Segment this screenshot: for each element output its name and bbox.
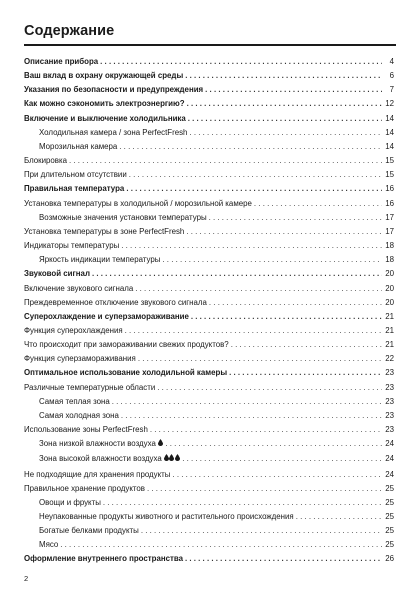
toc-entry[interactable]: [24, 126, 394, 140]
toc-entry-label: Включение звукового сигнала: [24, 283, 134, 293]
toc-entry-page: 23: [385, 396, 394, 406]
toc-entry-title: [24, 225, 184, 239]
dot-leader: [138, 352, 382, 366]
toc-entry-title: [24, 112, 186, 126]
toc-entry-title: [24, 55, 98, 69]
toc-entry-title: [24, 352, 136, 366]
toc-entry[interactable]: [24, 324, 394, 338]
toc-entry-label: Самая теплая зона: [39, 396, 110, 406]
toc-entry[interactable]: [24, 211, 394, 225]
toc-entry-page: 24: [385, 439, 394, 449]
toc-entry-page: 25: [385, 540, 394, 550]
toc-entry-title: [24, 482, 145, 496]
toc-entry[interactable]: [24, 381, 394, 395]
toc-entry-page: 14: [385, 127, 394, 137]
dot-leader: [147, 482, 382, 496]
dot-leader: [209, 296, 382, 310]
dot-leader: [129, 168, 382, 182]
toc-entry-page: 17: [385, 212, 394, 222]
toc-entry-page: 18: [385, 241, 394, 251]
dot-leader: [126, 182, 382, 196]
dot-leader: [186, 225, 382, 239]
toc-entry-title: [24, 296, 207, 310]
dot-leader: [209, 211, 382, 225]
dot-leader: [112, 395, 382, 409]
toc-entry-page: 16: [385, 198, 394, 208]
toc-entry-title: [24, 83, 203, 97]
toc-entry-label: Мясо: [39, 540, 59, 550]
toc-entry[interactable]: [24, 55, 394, 69]
toc-entry-title: [24, 182, 124, 196]
toc-entry[interactable]: [24, 83, 394, 97]
toc-entry-page: 23: [385, 425, 394, 435]
toc-entry-page: 18: [385, 255, 394, 265]
toc-entry-title: [24, 154, 67, 168]
toc-entry-label: Яркость индикации температуры: [39, 255, 161, 265]
toc-entry-title: [24, 168, 127, 182]
toc-entry-label: Правильное хранение продуктов: [24, 483, 145, 493]
water-drop-icon: [158, 438, 164, 452]
toc-entry-label: Холодильная камера / зона PerfectFresh: [39, 127, 188, 137]
dot-leader: [119, 140, 382, 154]
toc-entry-label: Преждевременное отключение звукового сигнала: [24, 297, 207, 307]
toc-entry[interactable]: [24, 140, 394, 154]
toc-entry-label: Правильная температура: [24, 184, 125, 194]
toc-entry-title: [39, 395, 110, 409]
dot-leader: [150, 423, 382, 437]
toc-entry-title: [24, 310, 189, 324]
toc-entry-label: Звуковой сигнал: [24, 269, 90, 279]
dot-leader: [182, 452, 382, 466]
toc-entry-page: 21: [385, 340, 394, 350]
water-drop-icon: [175, 454, 180, 461]
toc-entry-page: 25: [385, 526, 394, 536]
toc-entry[interactable]: [24, 282, 394, 296]
toc-entry-label: Суперохлаждение и суперзамораживание: [24, 311, 189, 321]
toc-entry-page: 4: [389, 57, 394, 66]
dot-leader: [187, 97, 382, 111]
toc-entry-label: Богатые белками продукты: [39, 526, 139, 536]
toc-entry-label: Функция суперзамораживания: [24, 354, 136, 364]
toc-entry-title: [24, 267, 90, 281]
toc-entry[interactable]: [24, 496, 394, 510]
dot-leader: [229, 366, 382, 380]
toc-entry-page: 12: [385, 99, 394, 109]
dot-leader: [162, 253, 382, 267]
toc-entry-title: [39, 538, 58, 552]
toc-entry[interactable]: [24, 538, 394, 552]
toc-entry[interactable]: [24, 253, 394, 267]
toc-entry-title: [39, 452, 180, 467]
toc-entry-title: [24, 423, 148, 437]
toc-entry-title: [24, 197, 252, 211]
toc-entry[interactable]: [24, 468, 394, 482]
dot-leader: [296, 510, 382, 524]
toc-entry-title: [24, 552, 183, 566]
toc-entry-page: 17: [385, 226, 394, 236]
toc-entry-label: Ваш вклад в охрану окружающей среды: [24, 71, 184, 81]
dot-leader: [92, 267, 382, 281]
toc-entry[interactable]: [24, 310, 394, 324]
toc-entry-title: [39, 140, 117, 154]
toc-entry[interactable]: [24, 452, 394, 467]
toc-entry-title: [39, 211, 207, 225]
toc-entry[interactable]: [24, 239, 394, 253]
toc-entry-label: При длительном отсутствии: [24, 170, 127, 180]
title-rule: [24, 44, 396, 46]
toc-entry-page: 25: [385, 497, 394, 507]
table-of-contents: [24, 55, 394, 567]
toc-entry[interactable]: [24, 510, 394, 524]
toc-entry-label: Функция суперохлаждения: [24, 325, 123, 335]
dot-leader: [103, 496, 382, 510]
toc-entry-label: Возможные значения установки температуры: [39, 212, 207, 222]
dot-leader: [135, 282, 382, 296]
toc-entry-title: [39, 437, 163, 452]
dot-leader: [205, 83, 382, 97]
toc-entry-label: Использование зоны PerfectFresh: [24, 425, 148, 435]
toc-entry-page: 21: [385, 325, 394, 335]
toc-entry-page: 24: [385, 469, 394, 479]
toc-entry[interactable]: [24, 69, 394, 83]
toc-entry[interactable]: [24, 97, 394, 111]
toc-entry[interactable]: [24, 552, 394, 566]
dot-leader: [125, 324, 382, 338]
toc-entry-label: Индикаторы температуры: [24, 241, 120, 251]
toc-entry-title: [24, 366, 227, 380]
toc-entry[interactable]: [24, 366, 394, 380]
toc-entry[interactable]: [24, 296, 394, 310]
toc-entry[interactable]: [24, 352, 394, 366]
dot-leader: [185, 69, 382, 83]
toc-entry-page: 26: [385, 554, 394, 564]
toc-entry-label: Зона высокой влажности воздуха: [39, 454, 162, 464]
toc-entry-title: [24, 468, 170, 482]
toc-entry-page: 7: [389, 85, 394, 95]
dot-leader: [254, 197, 382, 211]
toc-entry[interactable]: [24, 182, 394, 196]
toc-entry-title: [24, 97, 185, 111]
toc-entry-page: 20: [385, 283, 394, 293]
page-title: Содержание: [24, 23, 115, 39]
toc-entry-label: Блокировка: [24, 156, 68, 166]
toc-entry-title: [39, 496, 101, 510]
toc-entry-label: Зона низкой влажности воздуха: [39, 439, 156, 449]
toc-entry-label: Овощи и фрукты: [39, 497, 101, 507]
toc-entry[interactable]: [24, 112, 394, 126]
dot-leader: [189, 126, 382, 140]
toc-entry-title: [24, 324, 123, 338]
dot-leader: [141, 524, 382, 538]
toc-entry-page: 20: [385, 297, 394, 307]
toc-entry-page: 16: [385, 184, 394, 194]
toc-entry-page: 6: [389, 71, 394, 81]
toc-entry-label: Что происходит при замораживании свежих продуктов?: [24, 340, 229, 350]
toc-entry[interactable]: [24, 197, 394, 211]
toc-entry-title: [24, 282, 133, 296]
toc-entry[interactable]: [24, 423, 394, 437]
dot-leader: [69, 154, 382, 168]
toc-entry-label: Указания по безопасности и предупреждения: [24, 85, 204, 95]
toc-entry-label: Различные температурные области: [24, 382, 156, 392]
dot-leader: [100, 55, 382, 69]
toc-entry-title: [24, 239, 119, 253]
toc-entry[interactable]: [24, 395, 394, 409]
toc-entry-title: [39, 510, 294, 524]
toc-entry-page: 15: [385, 170, 394, 180]
dot-leader: [121, 409, 382, 423]
dot-leader: [185, 552, 382, 566]
dot-leader: [121, 239, 382, 253]
toc-entry-title: [24, 338, 229, 352]
toc-entry-page: 14: [385, 141, 394, 151]
toc-entry-page: 25: [385, 483, 394, 493]
toc-entry-page: 14: [385, 113, 394, 123]
toc-entry[interactable]: [24, 267, 394, 281]
dot-leader: [172, 468, 382, 482]
toc-entry-label: Как можно сэкономить электроэнергию?: [24, 99, 185, 109]
toc-entry-page: 15: [385, 156, 394, 166]
toc-entry[interactable]: [24, 225, 394, 239]
toc-entry[interactable]: [24, 437, 394, 452]
toc-entry-page: 22: [385, 354, 394, 364]
water-drop-icon: [158, 439, 163, 446]
dot-leader: [191, 310, 382, 324]
toc-entry-page: 24: [385, 454, 394, 464]
toc-entry[interactable]: [24, 482, 394, 496]
toc-entry-label: Включение и выключение холодильника: [24, 113, 186, 123]
toc-entry-page: 25: [385, 512, 394, 521]
toc-entry-page: 23: [385, 368, 394, 378]
toc-entry-label: Установка температуры в зоне PerfectFresh: [24, 226, 185, 236]
toc-entry-page: 23: [385, 382, 394, 392]
dot-leader: [231, 338, 382, 352]
toc-entry[interactable]: [24, 154, 394, 168]
dot-leader: [165, 437, 382, 451]
toc-entry-title: [24, 381, 155, 395]
toc-entry-label: Не подходящие для хранения продукты: [24, 469, 171, 479]
toc-entry-title: [39, 126, 187, 140]
dot-leader: [60, 538, 382, 552]
toc-entry[interactable]: [24, 524, 394, 538]
toc-entry-page: 20: [385, 269, 394, 279]
water-drop-icon: [164, 453, 181, 467]
toc-entry-label: Оформление внутреннего пространства: [24, 554, 184, 564]
toc-entry-label: Установка температуры в холодильной / морозильной камере: [24, 198, 252, 208]
toc-entry[interactable]: [24, 338, 394, 352]
toc-entry-label: Оптимальное использование холодильной камеры: [24, 368, 228, 378]
dot-leader: [157, 381, 382, 395]
toc-entry-label: Описание прибора: [24, 57, 99, 66]
toc-entry-title: [39, 524, 139, 538]
dot-leader: [188, 112, 382, 126]
toc-entry-title: [39, 253, 160, 267]
toc-entry-label: Самая холодная зона: [39, 410, 119, 420]
water-drop-icon: [164, 454, 169, 461]
toc-entry-title: [39, 409, 119, 423]
toc-entry-page: 21: [385, 311, 394, 321]
toc-entry-label: Морозильная камера: [39, 141, 118, 151]
toc-entry-title: [24, 69, 183, 83]
page-number: 2: [24, 574, 29, 583]
toc-entry[interactable]: [24, 168, 394, 182]
water-drop-icon: [169, 454, 174, 461]
toc-entry-page: 23: [385, 410, 394, 420]
toc-entry[interactable]: [24, 409, 394, 423]
toc-entry-label: Неупакованные продукты животного и растительного происхождения: [39, 512, 294, 521]
